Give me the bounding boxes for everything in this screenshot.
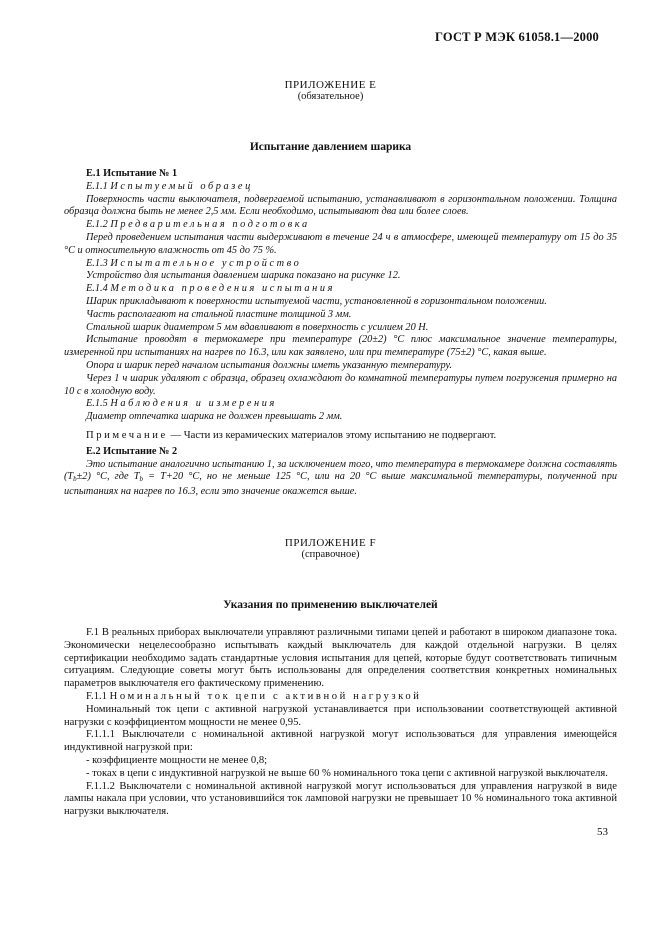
e15-number: Е.1.5 — [86, 398, 108, 410]
annex-f-status: (справочное) — [301, 549, 360, 560]
annex-e-body — [64, 168, 617, 499]
annex-e-title: ПРИЛОЖЕНИЕ Е — [284, 79, 377, 91]
f111-item-1: - коэффициенте мощности не менее 0,8; — [86, 754, 268, 766]
e14-title-text: Методика проведения испытания — [110, 283, 336, 295]
e2-text-b: ±2) °С, где T — [76, 471, 140, 483]
annex-e-heading: Испытание давлением шарика — [249, 141, 412, 153]
f111-text: F.1.1.1 Выключатели с номинальной активной нагрузкой могут использоваться для управления имеющейся индуктивной нагрузкой при: — [64, 729, 617, 754]
e14-p2: Часть располагают на стальной пластине толщиной 3 мм. — [86, 308, 352, 320]
e1-note — [64, 430, 617, 443]
e14-p4: Испытание проводят в термокамере при температуре (20±2) °С плюс максимальное значение температуры, измеренной при испытаниях на нагрев по 16.3, или как заявлено, или при температуре (75±2) °С, какая выше. — [64, 334, 617, 359]
f111-item-2: - токах в цепи с индуктивной нагрузкой не выше 60 % номинального тока цепи с активной нагрузкой выключателя. — [86, 767, 608, 779]
e11-title — [64, 181, 617, 194]
e1-heading: Е.1 Испытание № 1 — [86, 168, 178, 179]
e12-text: Перед проведением испытания части выдерживают в течение 24 ч в атмосфере, имеющей температуру от 15 до 35 °С и относительную влажность от 45 до 75 %. — [64, 231, 617, 256]
e14-p1: Шарик прикладывают к поверхности испытуемой части, установленной в горизонтальном положении. — [86, 295, 547, 307]
annex-f-title: ПРИЛОЖЕНИЕ F — [284, 537, 377, 549]
f11-title — [64, 691, 617, 704]
f11-text: Номинальный ток цепи с активной нагрузкой устанавливается при использовании соответствующей активной нагрузки с коэффициентом мощности не менее 0,95. — [64, 703, 617, 728]
e2-text-c: = T+20 °С, но не меньше 125 °С, или на 20 °С выше максимальной температуры, полученной при испытаниях на нагрев по 16.3, если это значение окажется выше. — [64, 471, 617, 498]
e14-p3: Стальной шарик диаметром 5 мм вдавливают в поверхность с усилием 20 Н. — [86, 321, 429, 333]
e11-number: Е.1.1 — [86, 180, 108, 192]
e2-sub-b: b — [73, 475, 77, 484]
e12-title — [64, 219, 617, 232]
e14-number: Е.1.4 — [86, 283, 108, 295]
e15-text: Диаметр отпечатка шарика не должен превышать 2 мм. — [86, 411, 343, 423]
e13-number: Е.1.3 — [86, 257, 108, 269]
f112-text: F.1.1.2 Выключатели с номинальной активной нагрузкой могут использоваться для управления нагрузкой в виде лампы накала при условии, что установившийся ток ламповой нагрузки не превышает 10 % номинального тока активной нагрузки выключателя. — [64, 780, 617, 818]
e13-title-text: Испытательное устройство — [110, 257, 302, 269]
e12-number: Е.1.2 — [86, 219, 108, 231]
note-label: Примечание — [86, 429, 168, 441]
e12-title-text: Предварительная подготовка — [110, 219, 310, 231]
e2-heading: Е.2 Испытание № 2 — [86, 445, 178, 457]
e14-p5: Опора и шарик перед началом испытания должны иметь указанную температуру. — [86, 359, 452, 371]
annex-e-status: (обязательное) — [297, 91, 364, 102]
e14-title — [64, 283, 617, 296]
e11-title-text: Испытуемый образец — [110, 180, 253, 192]
e2-sub-b2: b — [139, 475, 143, 484]
e14-p6: Через 1 ч шарик удаляют с образца, образец охлаждают до комнатной температуры путем погружения примерно на 10 с в холодную воду. — [64, 372, 617, 397]
e11-text: Поверхность части выключателя, подвергаемой испытанию, устанавливают в горизонтальном положении. Толщина образца должна быть не менее 2,5 мм. Если необходимо, испытывают два или более слоев. — [64, 193, 617, 218]
e2-text-a: Это испытание аналогично испытанию 1, за исключением того, что температура в термокамере должна составлять (T — [64, 458, 617, 483]
e2-text — [64, 459, 617, 499]
page-number: 53 — [597, 826, 608, 838]
e15-title-text: Наблюдения и измерения — [110, 398, 277, 410]
e13-title — [64, 258, 617, 271]
note-text: — Части из керамических материалов этому испытанию не подвергают. — [167, 429, 497, 441]
e15-title — [64, 398, 617, 411]
e13-text: Устройство для испытания давлением шарика показано на рисунке 12. — [86, 270, 401, 282]
annex-f-body — [64, 627, 617, 819]
standard-header: ГОСТ Р МЭК 61058.1—2000 — [435, 30, 599, 44]
f11-number: F.1.1 — [86, 690, 107, 702]
f1-text: F.1 В реальных приборах выключатели управляют различными типами цепей и работают в широком диапазоне тока. Экономически нецелесообразно испытывать каждый выключатель для каждой отдельной нагрузки. В целях сертификации необходимо задать стандартные условия испытания для цепей, которые будут соответствовать типичным ситуациям. Следующие советы могут быть использованы для определения соответствия конкретных номинальных параметров выключателя его фактическому применению. — [64, 627, 617, 690]
f11-title-text: Номинальный ток цепи с активной нагрузкой — [109, 690, 422, 702]
annex-f-heading: Указания по применению выключателей — [223, 599, 438, 611]
